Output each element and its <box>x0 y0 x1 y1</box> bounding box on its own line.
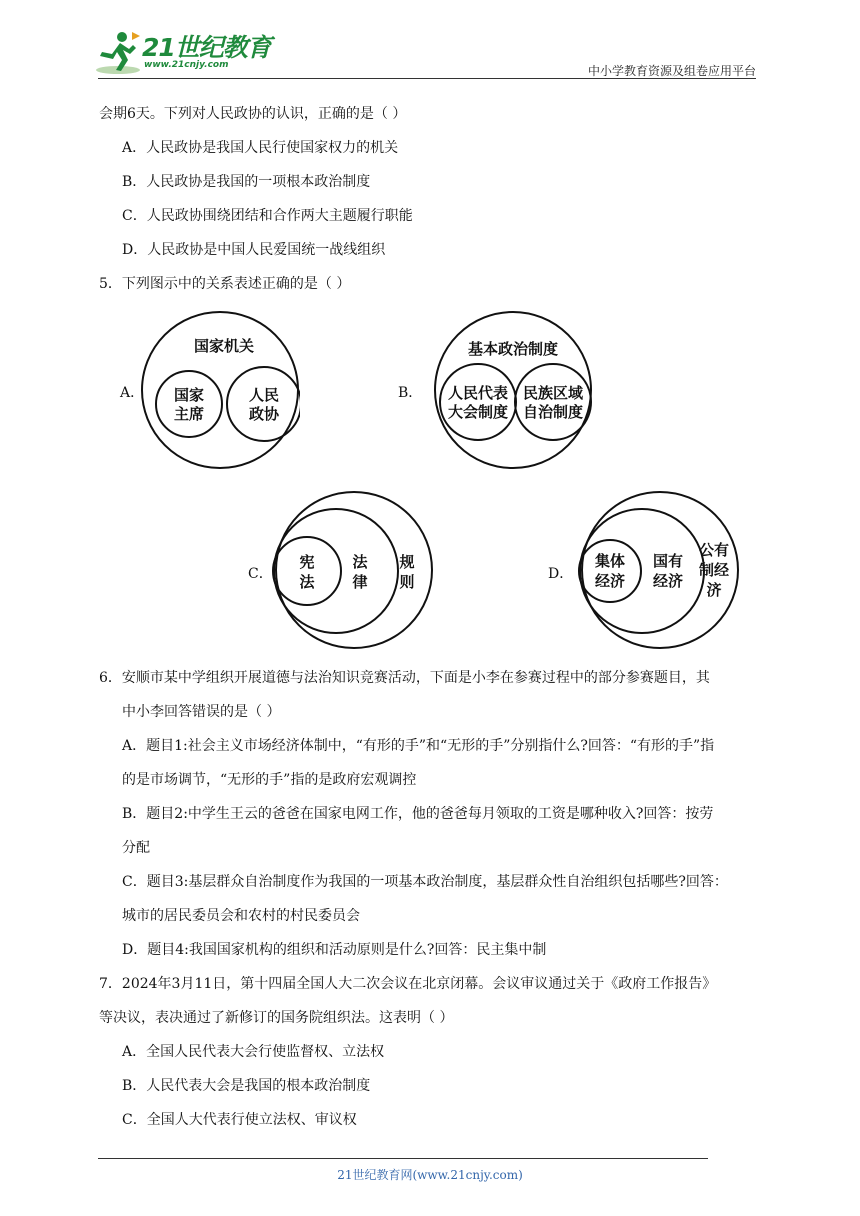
diagram-c-middle-line1: 法 <box>352 553 368 571</box>
diagram-c-inner-line2: 法 <box>299 573 315 591</box>
diagram-c-outer-line1: 规 <box>399 553 415 571</box>
q6-option-d: D．题目4:我国国家机构的组织和活动原则是什么?回答：民主集中制 <box>122 942 547 958</box>
diagram-b-inner1-line1: 人民代表 <box>447 384 509 402</box>
q4-option-d: D．人民政协是中国人民爱国统一战线组织 <box>122 242 386 258</box>
diagram-c <box>268 490 440 652</box>
diagram-d-outer-line1: 公有 <box>698 541 730 559</box>
q4-option-a: A．人民政协是我国人民行使国家权力的机关 <box>122 140 399 156</box>
q7-option-a: A．全国人民代表大会行使监督权、立法权 <box>122 1044 385 1060</box>
diagram-d-outer-line2: 制经 <box>698 561 730 579</box>
diagram-a-inner2-line1: 人民 <box>248 386 280 404</box>
diagram-b-outer-label: 基本政治制度 <box>467 340 559 358</box>
diagram-b-inner-circle-2 <box>515 364 591 440</box>
diagram-a-outer-label: 国家机关 <box>193 337 255 355</box>
diagram-c-outer-line2: 则 <box>399 573 415 591</box>
diagram-d <box>574 490 746 652</box>
diagram-a-inner2-line2: 政协 <box>248 405 280 423</box>
q4-option-c: C．人民政协围绕团结和合作两大主题履行职能 <box>122 208 413 224</box>
footer-divider <box>98 1158 708 1159</box>
diagram-d-inner-line2: 经济 <box>594 572 626 590</box>
diagram-d-middle-line2: 经济 <box>652 572 684 590</box>
diagram-d-inner-line1: 集体 <box>594 552 626 570</box>
diagram-a-inner-circle-2 <box>227 367 300 441</box>
q6-option-c-cont: 城市的居民委员会和农村的村民委员会 <box>122 908 360 924</box>
runner-logo-icon <box>92 30 142 76</box>
diagram-c-label: C． <box>248 566 273 582</box>
q6-option-b: B．题目2:中学生王云的爸爸在国家电网工作，他的爸爸每月领取的工资是哪种收入?回答：按劳 <box>122 806 714 822</box>
logo-subtext: www.21cnjy.com <box>144 60 229 70</box>
diagram-a <box>140 310 300 470</box>
diagram-c-middle-line2: 律 <box>352 573 368 591</box>
diagram-c-inner-line1: 宪 <box>299 553 315 571</box>
footer-link[interactable]: 21世纪教育网(www.21cnjy.com) <box>337 1168 523 1182</box>
diagram-a-inner1-line2: 主席 <box>173 405 205 423</box>
diagram-a-label: A． <box>120 385 145 401</box>
header-platform-text: 中小学教育资源及组卷应用平台 <box>587 64 756 78</box>
diagram-b-inner-circle-1 <box>440 364 516 440</box>
diagram-c-inner-circle <box>273 537 341 605</box>
q7-stem-cont: 等决议，表决通过了新修订的国务院组织法。这表明（ ） <box>99 1010 454 1026</box>
q6-option-c: C．题目3:基层群众自治制度作为我国的一项基本政治制度，基层群众性自治组织包括哪些?回答： <box>122 874 728 890</box>
q6-stem: 6．安顺市某中学组织开展道德与法治知识竞赛活动，下面是小李在参赛过程中的部分参赛题目，其 <box>99 670 710 686</box>
diagram-c-middle-circle <box>274 509 398 633</box>
q4-option-b: B．人民政协是我国的一项根本政治制度 <box>122 174 371 190</box>
q7-option-c: C．全国人大代表行使立法权、审议权 <box>122 1112 357 1128</box>
page-header <box>0 0 860 80</box>
q7-stem: 7．2024年3月11日，第十四届全国人大二次会议在北京闭幕。会议审议通过关于《政府工作报告》 <box>99 976 717 992</box>
q4-continuation: 会期6天。下列对人民政协的认识，正确的是（ ） <box>99 106 407 122</box>
q6-option-a-cont: 的是市场调节，“无形的手”指的是政府宏观调控 <box>122 772 417 788</box>
diagram-a-inner-circle-1 <box>156 371 222 437</box>
q5-stem: 5．下列图示中的关系表述正确的是（ ） <box>99 276 351 292</box>
diagram-d-middle-line1: 国有 <box>652 552 684 570</box>
q6-option-b-cont: 分配 <box>122 840 150 856</box>
diagram-a-inner1-line1: 国家 <box>173 386 205 404</box>
diagram-b-label: B． <box>398 385 423 401</box>
diagram-b-inner2-line1: 民族区域 <box>522 384 584 402</box>
diagram-d-outer-line3: 济 <box>706 581 722 599</box>
site-logo <box>92 30 271 78</box>
logo-text: 21世纪教育 <box>142 33 271 62</box>
diagram-b-inner1-line2: 大会制度 <box>447 403 509 421</box>
q6-option-a: A．题目1:社会主义市场经济体制中，“有形的手”和“无形的手”分别指什么?回答：“有形的手”指 <box>122 738 715 754</box>
header-divider <box>98 78 756 79</box>
diagram-b-inner2-line2: 自治制度 <box>522 403 584 421</box>
diagram-d-inner-circle <box>579 540 641 602</box>
diagram-b <box>430 310 600 470</box>
q7-option-b: B．人民代表大会是我国的根本政治制度 <box>122 1078 371 1094</box>
q6-stem-cont: 中小李回答错误的是（ ） <box>122 704 281 720</box>
diagram-d-label: D． <box>548 566 574 582</box>
